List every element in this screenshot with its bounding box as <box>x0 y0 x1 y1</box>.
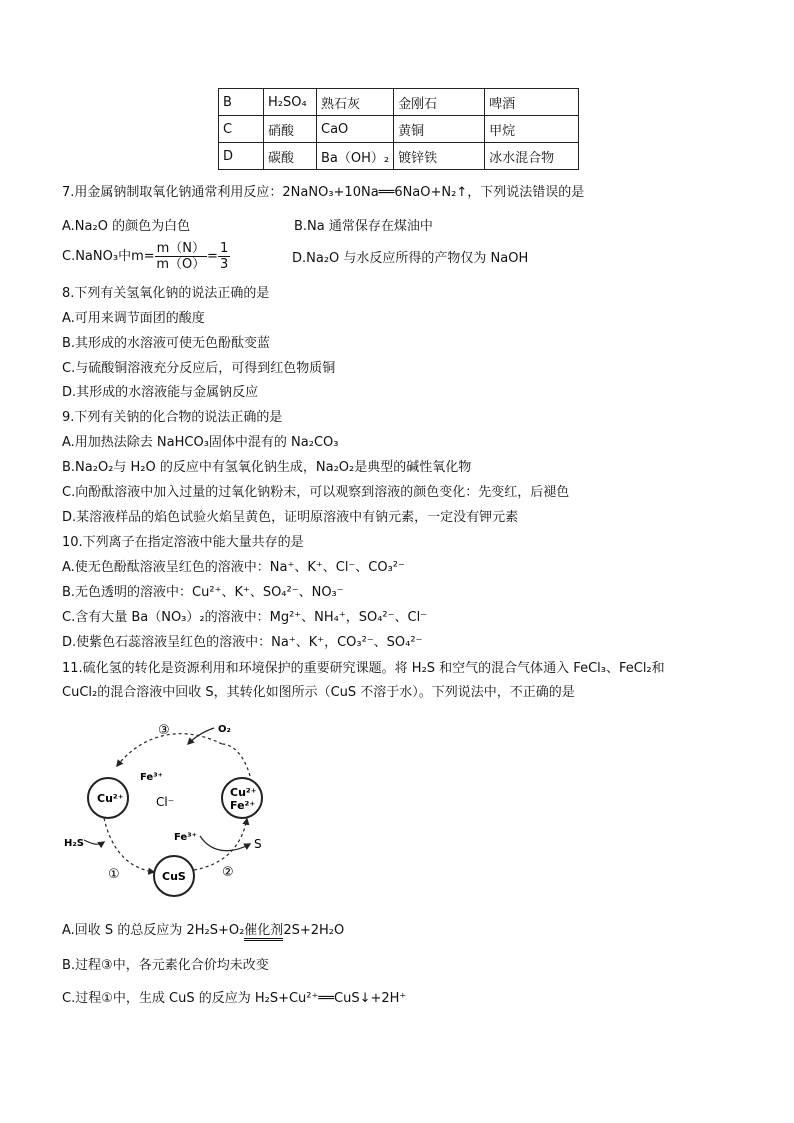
table-cell: Ba（OH）₂ <box>317 143 394 170</box>
catalyst-label: 催化剂 <box>244 923 283 941</box>
q9-stem: 9.下列有关钠的化合物的说法正确的是 <box>62 410 283 425</box>
sulfur-cycle-diagram <box>62 714 292 900</box>
arc-right-up <box>222 744 250 776</box>
table-cell: 熟石灰 <box>317 89 394 116</box>
table-cell: 甲烷 <box>485 116 579 143</box>
q8-option-d: D.其形成的水溶液能与金属钠反应 <box>62 385 259 400</box>
o2-arrow <box>188 728 214 744</box>
arc-step2 <box>194 819 247 870</box>
cl-label: Cl⁻ <box>156 795 175 809</box>
o2-label: O₂ <box>218 724 231 735</box>
s-label: S <box>254 837 262 851</box>
q10-option-b: B.无色透明的溶液中：Cu²⁺、K⁺、SO₄²⁻、NO₃⁻ <box>62 585 344 600</box>
q9-option-b: B.Na₂O₂与 H₂O 的反应中有氢氧化钠生成，Na₂O₂是典型的碱性氧化物 <box>62 460 472 475</box>
q9-option-c: C.向酚酞溶液中加入过量的过氧化钠粉末，可以观察到溶液的颜色变化：先变红，后褪色 <box>62 485 570 500</box>
q8-option-b: B.其形成的水溶液可使无色酚酞变蓝 <box>62 336 271 351</box>
table-cell: 金刚石 <box>394 89 485 116</box>
fe-right-label: Fe²⁺ <box>230 799 256 812</box>
fraction-ratio: $\frac{1}{3}$ <box>219 241 229 272</box>
q11-option-c: C.过程①中，生成 CuS 的反应为 H₂S+Cu²⁺══CuS↓+2H⁺ <box>62 991 407 1006</box>
table-cell: B <box>219 89 264 116</box>
q7-stem: 7.用金属钠制取氧化钠通常利用反应：2NaNO₃+10Na══6NaO+N₂↑，下列说法错误的是 <box>62 185 585 200</box>
q7-option-b: B.Na 通常保存在煤油中 <box>294 219 433 234</box>
q7-reaction: 2NaNO₃+10Na══6NaO+N₂↑ <box>282 185 468 200</box>
fraction-mass: $\frac{m(N)}{m(O)}$ <box>156 241 206 272</box>
q10-stem: 10.下列离子在指定溶液中能大量共存的是 <box>62 535 304 550</box>
table-cell: H₂SO₄ <box>264 89 317 116</box>
h2s-label: H₂S <box>64 838 84 849</box>
table-cell: C <box>219 116 264 143</box>
q9-option-d: D.某溶液样品的焰色试验火焰呈黄色，证明原溶液中有钠元素，一定没有钾元素 <box>62 510 519 525</box>
cu-left-label: Cu²⁺ <box>97 792 124 805</box>
table-cell: 硝酸 <box>264 116 317 143</box>
arc-step3 <box>117 734 222 766</box>
fe3-s-arrow <box>200 836 250 851</box>
q9-option-a: A.用加热法除去 NaHCO₃固体中混有的 Na₂CO₃ <box>62 435 339 450</box>
table-cell: 碳酸 <box>264 143 317 170</box>
table-row <box>219 143 579 170</box>
q11-option-b: B.过程③中，各元素化合价均未改变 <box>62 958 269 973</box>
cu-right-label: Cu²⁺ <box>230 786 257 799</box>
q11-option-a: A.回收 S 的总反应为 2H₂S+O₂催化剂2S+2H₂O <box>62 922 344 940</box>
q7-option-c: C.NaNO₃中m= $\frac{m(N)}{m(O)}$ = $\frac{1}{3}$ <box>62 241 229 272</box>
step3-label: ③ <box>158 723 170 738</box>
cus-label: CuS <box>162 870 186 883</box>
table-cell: CaO <box>317 116 394 143</box>
table-cell: 啤酒 <box>485 89 579 116</box>
q8-stem: 8.下列有关氢氧化钠的说法正确的是 <box>62 286 270 301</box>
arc-step1 <box>104 818 154 872</box>
table-cell: 黄铜 <box>394 116 485 143</box>
step2-label: ② <box>222 865 234 880</box>
step1-label: ① <box>108 867 120 882</box>
q10-option-a: A.使无色酚酞溶液呈红色的溶液中：Na⁺、K⁺、Cl⁻、CO₃²⁻ <box>62 560 405 575</box>
table-row <box>219 89 579 116</box>
q7-option-d: D.Na₂O 与水反应所得的产物仅为 NaOH <box>292 251 529 266</box>
table-cell: 镀锌铁 <box>394 143 485 170</box>
table-cell: D <box>219 143 264 170</box>
fe3-top-label: Fe³⁺ <box>140 772 163 783</box>
q11-stem-line2: CuCl₂的混合溶液中回收 S，其转化如图所示（CuS 不溶于水）。下列说法中，不正确的是 <box>62 685 575 700</box>
q8-option-a: A.可用来调节面团的酸度 <box>62 311 205 326</box>
table-row <box>219 116 579 143</box>
h2s-arrow <box>84 840 104 844</box>
q10-option-c: C.含有大量 Ba（NO₃）₂的溶液中：Mg²⁺、NH₄⁺，SO₄²⁻、Cl⁻ <box>62 610 428 625</box>
q8-option-c: C.与硫酸铜溶液充分反应后，可得到红色物质铜 <box>62 361 336 376</box>
fe3-mid-label: Fe³⁺ <box>174 832 197 843</box>
classification-table <box>218 88 579 170</box>
table-cell: 冰水混合物 <box>485 143 579 170</box>
q10-option-d: D.使紫色石蕊溶液呈红色的溶液中：Na⁺、K⁺，CO₃²⁻、SO₄²⁻ <box>62 635 423 650</box>
q7-option-a: A.Na₂O 的颜色为白色 <box>62 219 191 234</box>
q11-stem-line1: 11.硫化氢的转化是资源利用和环境保护的重要研究课题。将 H₂S 和空气的混合气体通入 FeCl₃、FeCl₂和 <box>62 661 665 676</box>
